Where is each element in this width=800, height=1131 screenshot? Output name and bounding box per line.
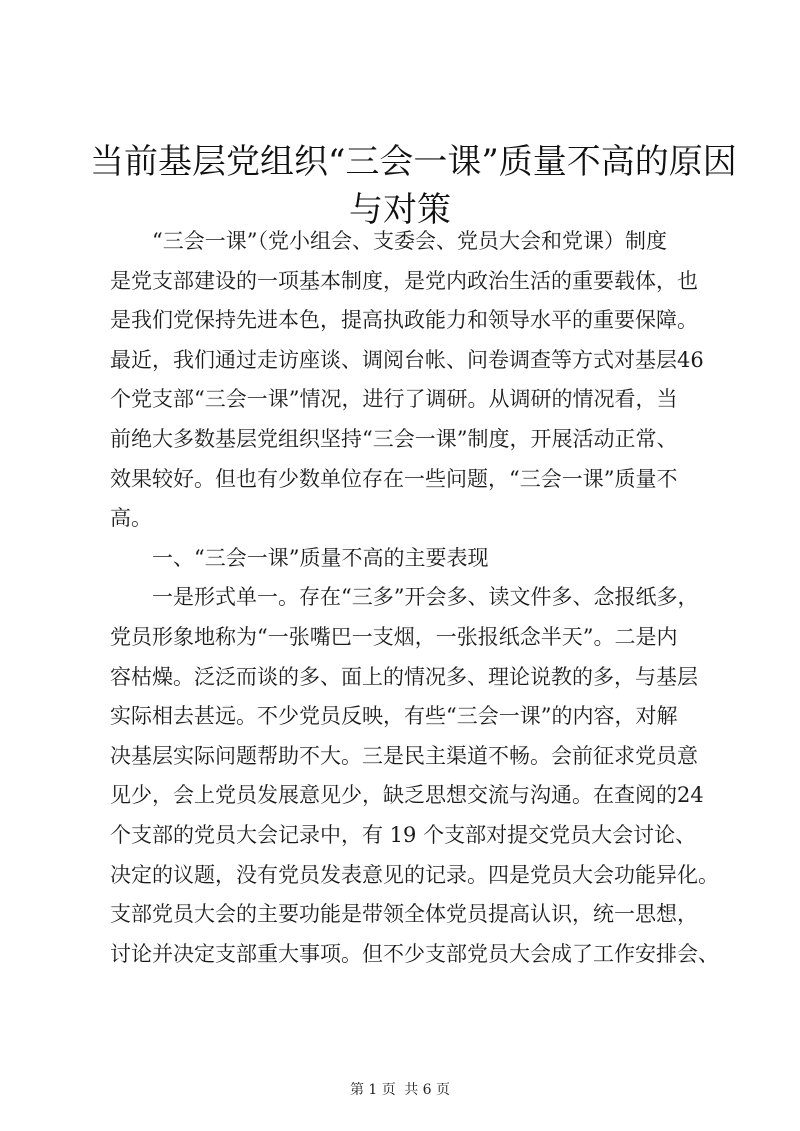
body-line: 个支部的党员大会记录中，有 19 个支部对提交党员大会讨论、 [110,822,697,847]
body-line: 是我们党保持先进本色，提高执政能力和领导水平的重要保障。 [110,308,698,333]
body-line: 决定的议题，没有党员发表意见的记录。四是党员大会功能异化。 [110,862,719,887]
page-number: 第 1 页 [349,1082,396,1098]
title-line-1: 当前基层党组织“三会一课”质量不高的原因 [90,142,737,182]
body-line: 讨论并决定支部重大事项。但不少支部党员大会成了工作安排会、 [110,941,719,966]
body-line: 高。 [110,506,152,531]
page-footer [0,1080,800,1100]
body-line: 决基层实际问题帮助不大。三是民主渠道不畅。会前征求党员意 [110,743,698,768]
body-line: 效果较好。但也有少数单位存在一些问题，“三会一课”质量不 [110,466,678,491]
body-line: 是党支部建设的一项基本制度，是党内政治生活的重要载体，也 [110,268,698,293]
body-line: 前绝大多数基层党组织坚持“三会一课”制度，开展活动正常、 [110,426,678,451]
section-heading: 一、“三会一课”质量不高的主要表现 [110,545,489,570]
document-title [90,138,737,234]
body-line: 党员形象地称为“一张嘴巴一支烟，一张报纸念半天”。二是内 [110,624,678,649]
body-line: 容枯燥。泛泛而谈的多、面上的情况多、理论说教的多，与基层 [110,664,698,689]
body-line: 个党支部“三会一课”情况，进行了调研。从调研的情况看，当 [110,387,678,412]
document-body [110,222,719,974]
body-line: 实际相去甚远。不少党员反映，有些“三会一课”的内容，对解 [110,704,678,729]
title-line-2: 与对策 [349,190,451,230]
body-line: “三会一课”（党小组会、支委会、党员大会和党课）制度 [110,229,667,253]
body-line: 一是形式单一。存在“三多”开会多、读文件多、念报纸多， [110,585,699,610]
body-line: 见少，会上党员发展意见少，缺乏思想交流与沟通。在查阅的24 [110,783,704,808]
body-line: 支部党员大会的主要功能是带领全体党员提高认识，统一思想， [110,902,698,927]
total-pages: 共 6 页 [404,1082,451,1098]
body-line: 最近，我们通过走访座谈、调阅台帐、问卷调查等方式对基层46 [110,347,704,372]
